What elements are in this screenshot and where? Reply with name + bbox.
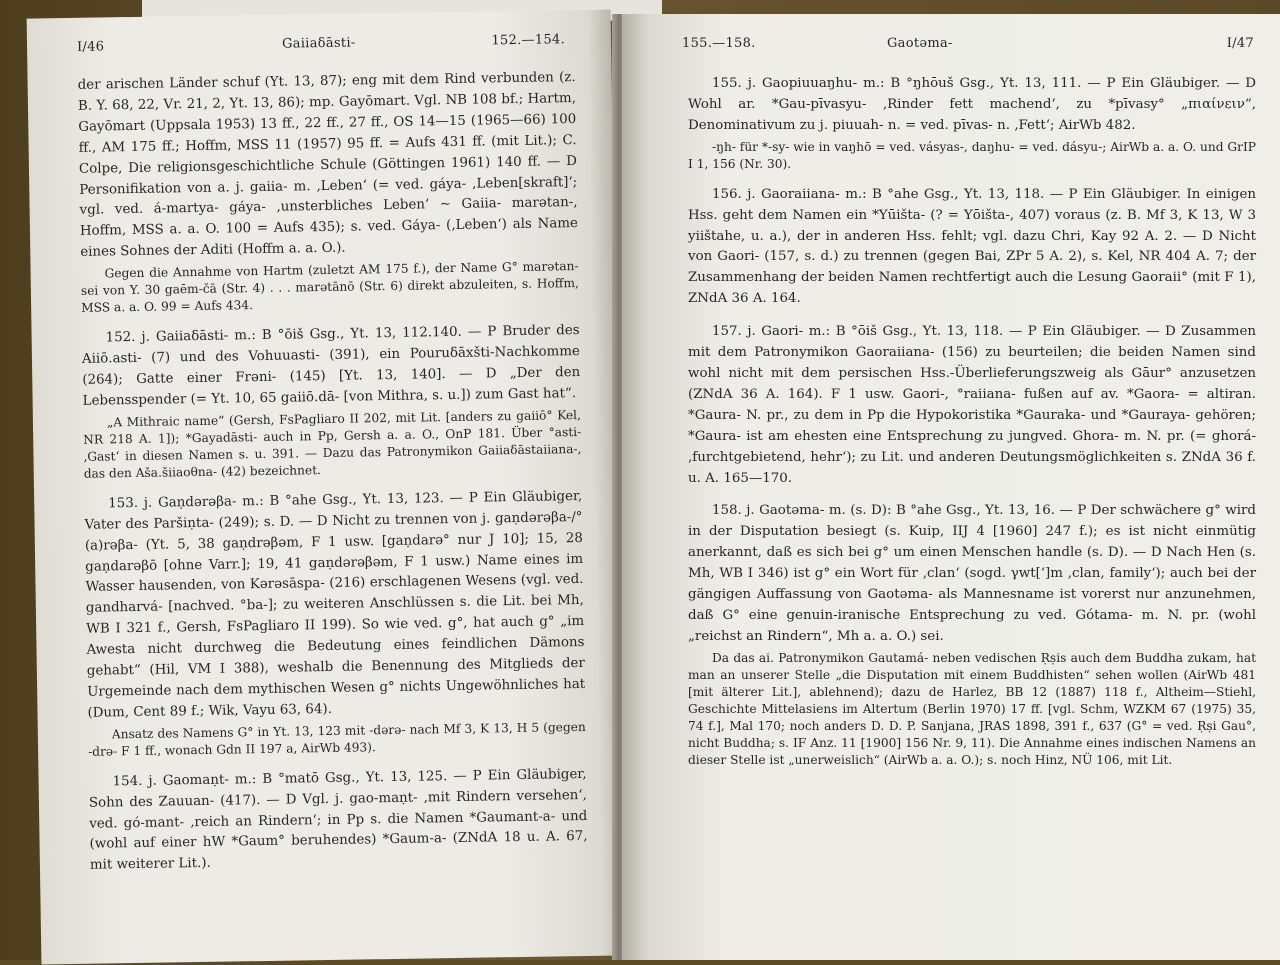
entry-158: 158. j. Gaotəma- m. (s. D): B °ahe Gsg., Yt. 13, 16. — P Der schwächere g° wird in der Disputation besiegt (s. Kuip, IIJ 4 [1960] 247 f.); es ist nicht einmütig anerkannt, daß es sich bei g° um einen Menschen handle (s. D). — D Nach Hen (s. Mh, WB I 346) ist g° ein Wort für ‚clan‘ (sogd. γwt[‘]m ‚clan, family‘); auch bei der gängigen Auffassung von Gaotəma- als Mannesname ist vorerst nur anzunehmen, daß G° eine genuin-iranische Entsprechung zu ved. Gótama- m. N. pr. (wohl „reichst an Rindern“, Mh a. a. O.) sei. xyxy=(688,503,1256,644)
left-running-title: Gaiiaδāsti- xyxy=(281,35,356,52)
entry-153: 153. j. Gaṇdərəβa- m.: B °ahe Gsg., Yt. 13, 123. — P Ein Gläubiger, Vater des Paršiṇta- (249); s. D. — D Nicht zu trennen von j. gaṇdərəβa-/°(a)rəβa- (Yt. 5, 38 gaṇdrəβəm, F 1 usw. [gaṇdarə° nur J 10]; 15, 28 gaṇdarəβō [ohne Varr.]; 19, 41 gaṇdərəβəm, F 1 usw.) Name eines im Wasser hausenden, von Kərəsāspa- (216) erschlagenen Wesens (vgl. ved. gandharvá- [nachved. °ba-]; zu weiteren Anschlüssen s. die Lit. bei Mh, WB I 321 f., Gersh, FsPagliaro II 199). So wie ved. g°, hat auch g° „im Awesta nicht durchweg die Bedeutung eines feindlichen Dämons gehabt“ (Hil, VM I 388), weshalb die Benennung des Mitglieds der Urgemeinde nach dem mythischen Wesen g° nichts Ungewöhnliches hat (Dum, Cent 89 f.; Wik, Vayu 63, 64). xyxy=(84,488,586,721)
left-page-number: I/46 xyxy=(76,39,105,55)
right-entry-range: 155.—158. xyxy=(682,36,756,51)
note-paragraph: -ŋh- für *-sy- wie in vaŋhō = ved. vásyas-, daŋhu- = ved. dásyu-; AirWb a. a. O. und GrIP I 1, 156 (Nr. 30). xyxy=(688,139,1256,171)
paragraph: der arischen Länder schuf (Yt. 13, 87); eng mit dem Rind verbunden (z. B. Y. 68, 22, Vr. 21, 2, Yt. 13, 86); mp. Gayōmart. Vgl. NB 108 bf.; Hartm, Gayōmart (Uppsala 1953) 13 ff., 22 ff., 27 ff., OS 14—15 (1965—66) 100 ff., AM 175 ff.; Hoffm, MSS 11 (1957) 95 ff. = Aufs 431 ff. (mit Lit.); C. Colpe, Die religionsgeschichtliche Schule (Göttingen 1961) 140 ff. — D Personifikation von a. j. gaiia- m. ‚Leben‘ (= ved. gáya- ‚Leben[skraft]‘; vgl. ved. á-martya- gáya- ‚unsterbliches Leben‘ ~ Gaiia- marətan-, Hoffm, MSS a. a. O. 100 = Aufs 435); s. ved. Gáya- (‚Leben‘) als Name eines Sohnes der Aditi (Hoffm a. a. O.). xyxy=(77,70,579,261)
left-page xyxy=(27,9,626,964)
note-paragraph: Gegen die Annahme von Hartm (zuletzt AM 175 f.), der Name G° marətan- sei von Y. 30 gaēm-čā (Str. 4) . . . marətānō (Str. 6) direkt abzuleiten, s. Hoffm, MSS a. a. O. 99 = Aufs 434. xyxy=(80,259,579,315)
entry-154: 154. j. Gaomaṇt- m.: B °matō Gsg., Yt. 13, 125. — P Ein Gläubiger, Sohn des Zauuan- (417). — D Vgl. j. gao-maṇt- ‚mit Rindern versehen‘, ved. gó-mant- ‚reich an Rindern‘; in Pp s. die Namen *Gaumant-a- und (wohl auf einer hW *Gaum° beruhendes) *Gaum-a- (ZNdA 18 u. A. 67, mit weiterer Lit.). xyxy=(88,766,588,874)
left-page-body xyxy=(78,68,589,877)
right-page-number: I/47 xyxy=(1226,36,1254,51)
right-running-title: Gaotəma- xyxy=(887,36,953,51)
entry-157: 157. j. Gaori- m.: B °ōiš Gsg., Yt. 13, 118. — P Ein Gläubiger. — D Zusammen mit dem Patronymikon Gaoraiiana- (156) zu beurteilen; die beiden Namen sind wohl nicht mit dem persischen Hss.-Überlieferungszweig als Gāur° anzusetzen (ZNdA 36 A. 164). F 1 usw. Gaori-, °raiiana- fußen auf av. *Gaora- = altiran. *Gaura- N. pr., zu dem in Pp die Hypokoristika *Gauraka- und *Gauraya- gehören; *Gaura- ist am ehesten eine Entsprechung zu jungved. Ghora- m. N. pr. (= ghorá- ‚furchtgebietend, hehr‘); zu Lit. und anderen Deutungsmöglichkeiten s. ZNdA 36 f. u. A. 165—170. xyxy=(688,324,1256,486)
left-page-header xyxy=(77,32,575,60)
note-paragraph: Da das ai. Patronymikon Gautamá- neben vedischen Ṛṣis auch dem Buddha zukam, hat man an unserer Stelle „die Disputation mit einem Buddhisten“ sehen wollen (AirWb 481 [mit älterer Lit.], ablehnend); dazu de Harlez, BB 12 (1887) 118 f., Altheim—Stiehl, Geschichte Mittelasiens im Altertum (Berlin 1970) 17 ff. [vgl. Schm, WZKM 67 (1975) 35, 74 f.], Mal 170; noch anders D. D. P. Sanjana, JRAS 1898, 391 f., 637 (G° = ved. Ṛṣi Gau°, nicht Buddha; s. IF Anz. 11 [1900] 156 Nr. 9, 11). Die Annahme eines indischen Namens an dieser Stelle ist „unerweislich“ (AirWb a. a. O.); s. noch Hinz, NÜ 106, mit Lit. xyxy=(688,650,1256,767)
note-paragraph: Ansatz des Namens G° in Yt. 13, 123 mit -dərə- nach Mf 3, K 13, H 5 (gegen -drə- F 1 ff., wonach Gdn II 197 a, AirWb 493). xyxy=(88,719,586,759)
right-page-header xyxy=(682,36,1254,56)
entry-152: 152. j. Gaiiaδāsti- m.: B °ōiš Gsg., Yt. 13, 112.140. — P Bruder des Aiiō.asti- (7) und des Vohuuasti- (391), ein Pouruδāxšti-Nachkomme (264); Gatte einer Frəni- (145) [Yt. 13, 140]. — D „Der den Lebensspender (= Yt. 10, 65 gaiiō.dā- [von Mithra, s. u.]) zum Gast hat“. xyxy=(81,323,581,409)
entry-156: 156. j. Gaoraiiana- m.: B °ahe Gsg., Yt. 13, 118. — P Ein Gläubiger. In einigen Hss. geht dem Namen ein *Yūišta- (? = Yōišta-, 407) voraus (z. B. Mf 3, K 13, W 3 yiištahe, u. a.), der in anderen Hss. fehlt; vgl. dazu Chri, Kay 92 A. 2. — D Nicht von Gaori- (157, s. d.) zu trennen (gegen Bai, ZPr 5 A. 2), s. Kel, NR 404 A. 7; der Zusammenhang der beiden Namen rechtfertigt auch die Lesung Gaoraii° (mit F 1), ZNdA 36 A. 164. xyxy=(688,186,1256,307)
right-page xyxy=(622,14,1280,960)
entry-155: 155. j. Gaopiuuaŋhu- m.: B °ŋhōuš Gsg., Yt. 13, 111. — P Ein Gläubiger. — D Wohl ar. *Gau-pīvasyu- ‚Rinder fett machend‘, zu *pīvasy° „πιαίνειν“, Denominativum zu j. piuuah- n. = ved. pīvas- n. ‚Fett‘; AirWb 482. xyxy=(688,76,1256,133)
right-page-body xyxy=(688,74,1256,769)
left-entry-range: 152.—154. xyxy=(491,32,566,49)
open-book-spread xyxy=(34,14,1280,960)
note-paragraph: „A Mithraic name“ (Gersh, FsPagliaro II 202, mit Lit. [anders zu gaiiō° Kel, NR 218 A. 1]); *Gayadāsti- auch in Pp, Gersh a. a. O., OnP 181. Über °asti- ‚Gast‘ in diesen Namen s. u. 391. — Dazu das Patronymikon Gaiiaδāstaiiana-, das den Aša.šiiaoθna- (42) bezeichnet. xyxy=(83,407,582,481)
